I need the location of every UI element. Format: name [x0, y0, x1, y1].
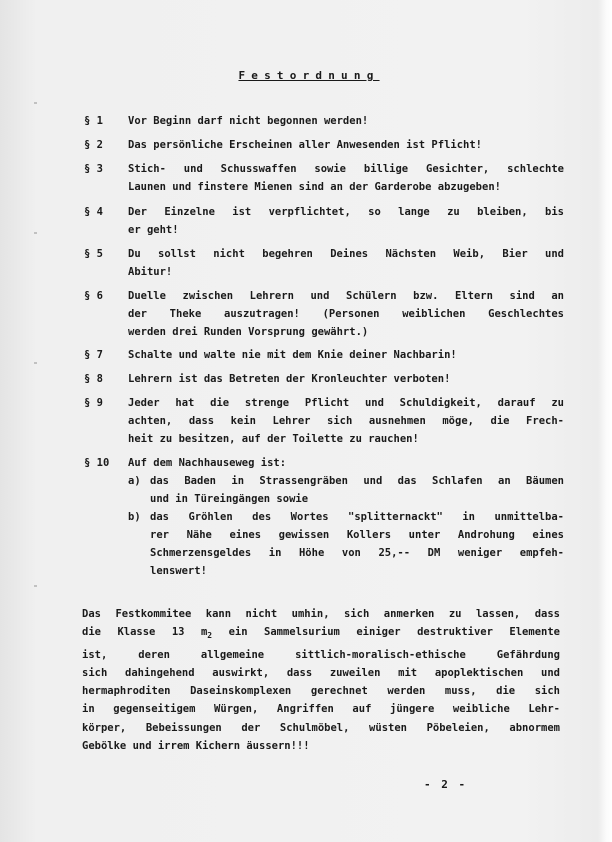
- rule-item: [84, 346, 564, 364]
- page-number: - 2 -: [424, 778, 468, 791]
- rule-10-intro: Auf dem Nachhauseweg ist:: [128, 457, 287, 469]
- sub-item-line: Schmerzensgeldes in Höhe von 25,-- DM weniger empfeh-: [150, 547, 564, 559]
- rule-number: § 2: [84, 139, 103, 151]
- rule-text-line: Stich- und Schusswaffen sowie billige Gesichter, schlechte: [128, 163, 564, 175]
- closing-line: Gebölke und irrem Kichern äussern!!!: [82, 740, 310, 753]
- rule-text-line: Lehrern ist das Betreten der Kronleuchter verboten!: [128, 373, 451, 385]
- scan-speck: [34, 585, 37, 587]
- rule-number: § 9: [84, 397, 103, 409]
- closing-line: ist, deren allgemeine sittlich-moralisch-ethische Gefährdung: [82, 648, 560, 661]
- rule-text-line: Vor Beginn darf nicht begonnen werden!: [128, 115, 369, 127]
- rule-number: § 1: [84, 115, 103, 127]
- rule-text-line: Der Einzelne ist verpflichtet, so lange zu bleiben, bis: [128, 206, 564, 218]
- rule-text-line: Jeder hat die strenge Pflicht und Schuldigkeit, darauf zu: [128, 397, 564, 409]
- rule-item: [84, 112, 564, 130]
- closing-lines: [82, 646, 560, 756]
- scan-speck: [34, 362, 37, 364]
- rule-text-line: achten, dass kein Lehrer sich ausnehmen möge, die Frech-: [128, 415, 564, 427]
- sub-item-line: und in Türeingängen sowie: [150, 493, 309, 505]
- rule-item: [84, 394, 564, 448]
- closing-line: sich dahingehend auswirkt, dass zuweilen mit apoplektischen und: [82, 666, 560, 679]
- rule-number: § 6: [84, 290, 103, 302]
- rule-text-line: Du sollst nicht begehren Deines Nächsten Weib, Bier und: [128, 248, 564, 260]
- rule-text-line: der Theke auszutragen! (Personen weiblichen Geschlechtes: [128, 308, 564, 320]
- rule-text-line: heit zu besitzen, auf der Toilette zu rauchen!: [128, 433, 419, 445]
- scan-speck: [34, 232, 37, 234]
- rule-item: [84, 370, 564, 388]
- rule-text-line: Launen und finstere Mienen sind an der Garderobe abzugeben!: [128, 181, 501, 193]
- rule-text-line: Duelle zwischen Lehrern und Schülern bzw. Eltern sind an: [128, 290, 564, 302]
- rule-item: [84, 203, 564, 239]
- rule-item: [84, 160, 564, 196]
- rule-item: [84, 245, 564, 281]
- sub-item-label: a): [128, 475, 141, 487]
- closing-line: Das Festkommitee kann nicht umhin, sich anmerken zu lassen, dass: [82, 608, 560, 620]
- rule-item: [84, 136, 564, 154]
- subscript: 2: [207, 631, 213, 641]
- sub-item: [128, 472, 564, 508]
- scan-speck: [34, 102, 37, 104]
- rule-number: § 5: [84, 248, 103, 260]
- closing-line: hermaphroditen Daseinskomplexen gerechnet werden muss, die sich: [82, 685, 560, 698]
- sub-item-line: das Gröhlen des Wortes "splitternackt" in unmittelba-: [150, 511, 564, 523]
- sub-item-label: b): [128, 511, 141, 523]
- closing-line: [82, 623, 560, 645]
- rule-number: § 10: [84, 457, 110, 469]
- rule-number: § 4: [84, 206, 103, 218]
- document-title: Festordnung: [238, 69, 380, 82]
- closing-line: körper, Bebeissungen der Schulmöbel, wüsten Pöbeleien, abnormem: [82, 721, 560, 734]
- sub-item-line: das Baden in Strassengräben und das Schlafen an Bäumen: [150, 475, 564, 487]
- rule-text-line: Abitur!: [128, 266, 173, 278]
- rule-number: § 3: [84, 163, 103, 175]
- rule-text-line: er geht!: [128, 224, 179, 236]
- closing-text: ein Sammelsurium einiger destruktiver Elemente: [212, 626, 560, 639]
- sub-item-line: rer Nähe eines gewissen Kollers unter Androhung eines: [150, 529, 564, 541]
- page-edge-shadow: [598, 0, 612, 842]
- rule-10: [84, 454, 564, 580]
- closing-paragraph: [82, 605, 560, 755]
- rule-text-line: Schalte und walte nie mit dem Knie deiner Nachbarin!: [128, 349, 457, 361]
- rule-text-line: werden drei Runden Vorsprung gewährt.): [128, 326, 369, 338]
- closing-line: in gegenseitigem Würgen, Angriffen auf jüngere weibliche Lehr-: [82, 703, 560, 716]
- sub-item-line: lenswert!: [150, 565, 207, 577]
- rule-item: [84, 287, 564, 341]
- rule-number: § 7: [84, 349, 103, 361]
- closing-text: die Klasse 13 m: [82, 626, 208, 639]
- rule-text-line: Das persönliche Erscheinen aller Anwesenden ist Pflicht!: [128, 139, 483, 151]
- rule-number: § 8: [84, 373, 103, 385]
- rule-10-items: [128, 472, 564, 580]
- sub-item: [128, 508, 564, 580]
